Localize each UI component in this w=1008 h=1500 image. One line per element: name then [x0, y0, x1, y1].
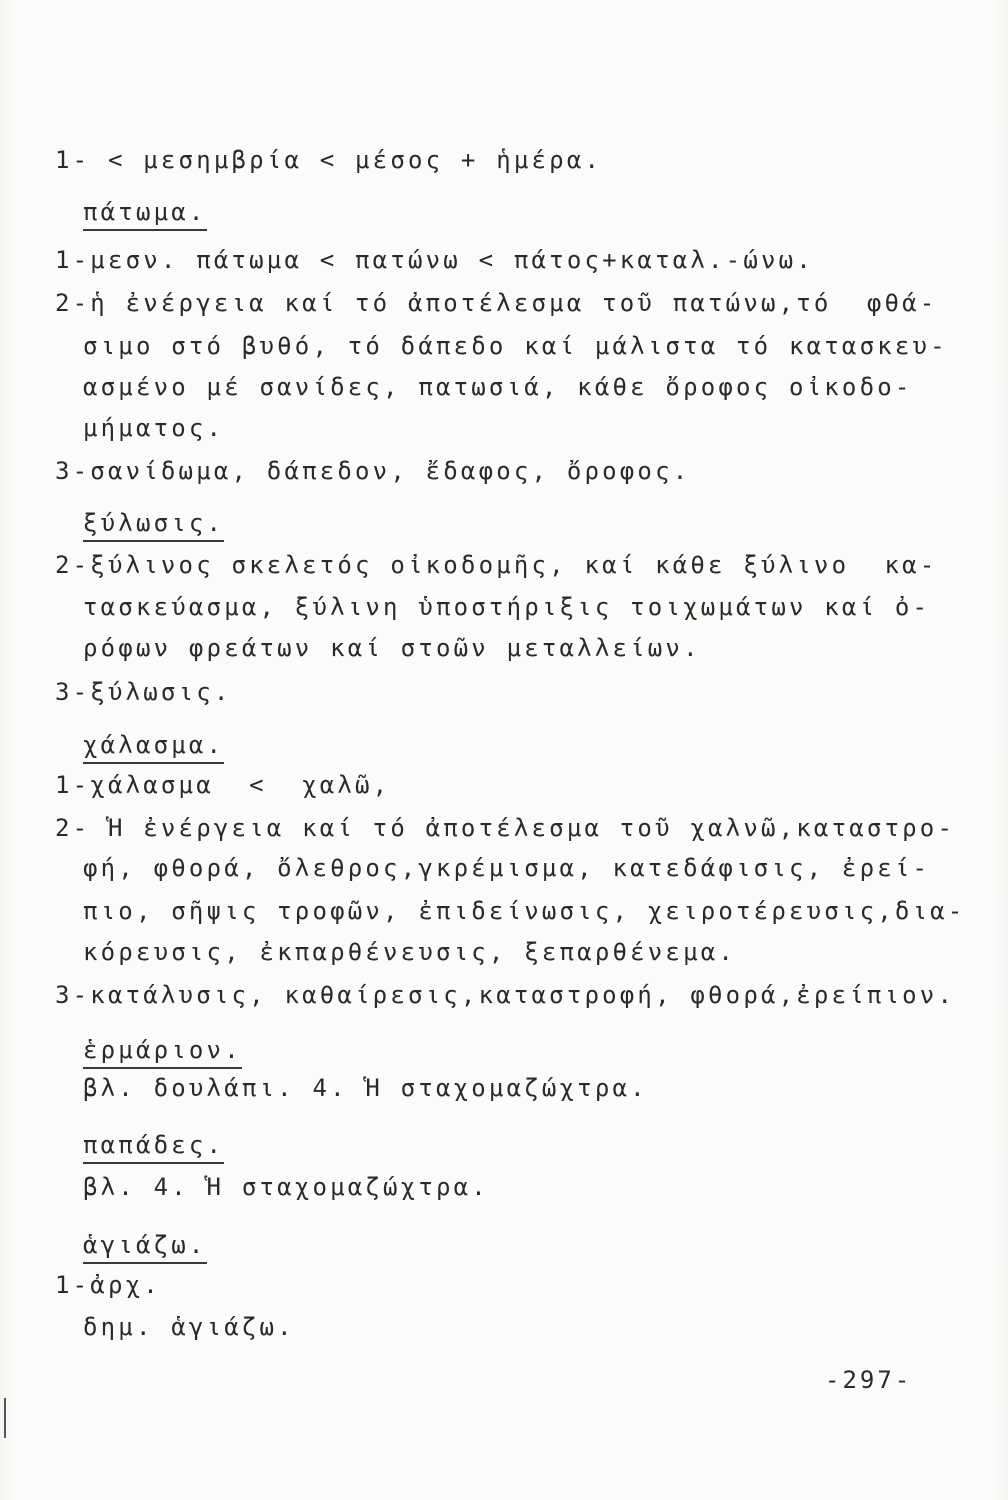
- headword-xylosis: ξύλωσις.: [83, 509, 225, 537]
- entry-line-8: 3-σανίδωμα, δάπεδον, ἔδαφος, ὄροφος.: [55, 457, 691, 485]
- entry-line-5: σιμο στό βυθό, τό δάπεδο καί μάλιστα τό κατασκευ-: [83, 332, 948, 360]
- entry-line-6: ασμένο μέ σανίδες, πατωσιά, κάθε ὄροφος οἰκοδο-: [83, 373, 913, 401]
- headword-papades: παπάδες.: [83, 1131, 225, 1159]
- entry-line-10: 2-ξύλινος σκελετός οἰκοδομῆς, καί κάθε ξύλινο κα-: [55, 551, 938, 579]
- entry-line-11: τασκεύασμα, ξύλινη ὑποστήριξις τοιχωμάτων καί ὀ-: [83, 593, 931, 621]
- entry-line-17: φή, φθορά, ὄλεθρος,γκρέμισμα, κατεδάφισις, ἐρεί-: [83, 854, 931, 882]
- page-number: -297-: [825, 1366, 913, 1394]
- entry-line-19: κόρευσις, ἐκπαρθένευσις, ξεπαρθένεμα.: [83, 938, 737, 966]
- entry-line-7: μήματος.: [83, 414, 225, 442]
- entry-line-26: 1-ἀρχ.: [55, 1271, 161, 1299]
- entry-line-16: 2- Ἡ ἐνέργεια καί τό ἀποτέλεσμα τοῦ χαλνῶ,καταστρο-: [55, 814, 956, 842]
- entry-line-4: 2-ἡ ἐνέργεια καί τό ἀποτέλεσμα τοῦ πατώνω,τό φθά-: [55, 289, 938, 317]
- entry-line-12: ρόφων φρεάτων καί στοῶν μεταλλείων.: [83, 634, 701, 662]
- headword-patoma: πάτωμα.: [83, 198, 207, 226]
- headword-ermarion: ἑρμάριον.: [83, 1036, 242, 1064]
- scan-edge-mark: [4, 1398, 6, 1438]
- entry-line-1: 1- < μεσημβρία < μέσος + ἡμέρα.: [55, 146, 603, 174]
- headword-chalasma: χάλασμα.: [83, 731, 225, 759]
- entry-line-15: 1-χάλασμα < χαλῶ,: [55, 771, 391, 799]
- entry-line-20: 3-κατάλυσις, καθαίρεσις,καταστροφή, φθορά,ἐρείπιον.: [55, 981, 956, 1009]
- headword-agiazo: ἁγιάζω.: [83, 1231, 207, 1259]
- entry-line-27: δημ. ἁγιάζω.: [83, 1313, 295, 1341]
- entry-line-24: βλ. 4. Ἡ σταχομαζώχτρα.: [83, 1173, 489, 1201]
- entry-line-18: πιο, σῆψις τροφῶν, ἐπιδείνωσις, χειροτέρευσις,δια-: [83, 897, 966, 925]
- entry-line-3: 1-μεσν. πάτωμα < πατώνω < πάτος+καταλ.-ώνω.: [55, 246, 814, 274]
- entry-line-22: βλ. δουλάπι. 4. Ἡ σταχομαζώχτρα.: [83, 1074, 648, 1102]
- entry-line-13: 3-ξύλωσις.: [55, 678, 232, 706]
